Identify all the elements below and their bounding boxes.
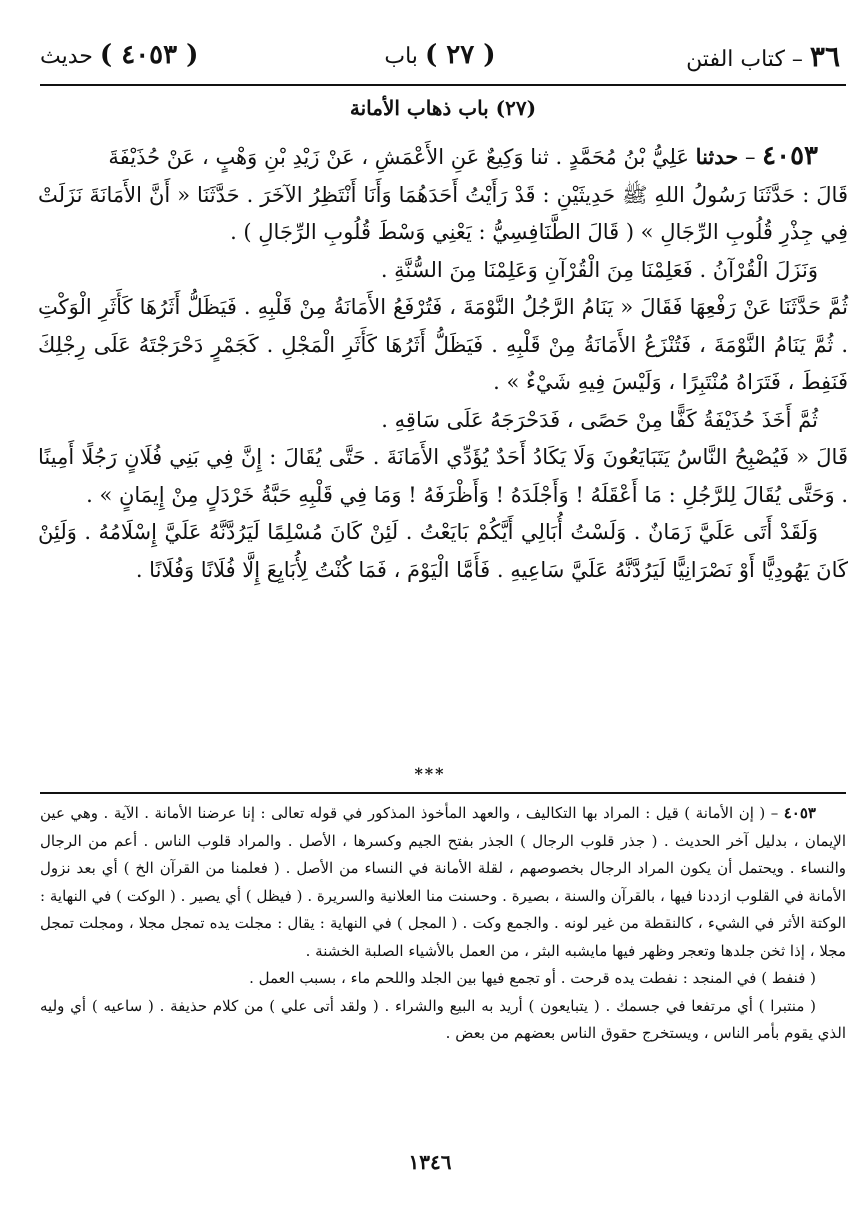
hadith-isnad-line	[38, 138, 848, 177]
header-rule	[40, 84, 846, 86]
hadith-number: ٤٠٥٣	[762, 141, 818, 171]
hadith-paragraph: ثُمَّ حَدَّثَنَا عَنْ رَفْعِهَا فَقَالَ « يَنَامُ الرَّجُلُ النَّوْمَةَ ، فَتُرْفَعُ الأَمَانَةُ مِنْ قَلْبِهِ . فَيَظَلُّ أَثَرُهَا كَأَثَرِ الْوَكْتِ . ثُمَّ يَنَامُ النَّوْمَةَ ، فَتُنْزَعُ الأَمَانَةُ مِنْ قَلْبِهِ . فَيَظَلُّ أَثَرُهَا كَأَثَرِ الْمَجْلِ . كَجَمْرٍ دَحْرَجْتَهُ عَلَى رِجْلِكَ فَنَفِطَ ، فَتَرَاهُ مُنْتَبِرًا ، وَلَيْسَ فِيهِ شَيْءٌ » .	[38, 295, 848, 394]
header-hadith	[40, 40, 198, 70]
header-chapter-word: باب	[384, 44, 418, 69]
footnote-paragraph: ( فنفط ) في المنجد : نفطت يده قرحت . أو تجمع فيها بين الجلد واللحم ماء ، بسبب العمل .	[249, 969, 816, 987]
header-hadith-word: حديث	[40, 44, 93, 69]
footnote-text: ( إن الأمانة ) قيل : المراد بها التكاليف ، والعهد المأخوذ المذكور في قوله تعالى : إنا عرضنا الأمانة . الآية . وهي عين الإيمان ، بدليل آخر الحديث . ( جذر قلوب الرجال ) الجذر بفتح الجيم وكسرها ، الأصل . والمراد قلوب الناس . أعم من الرجال والنساء . ويحتمل أن يكون المراد الرجال بخصوصهم ، لقلة الأمانة في النساء من الأصل . ( فعلمنا من القرآن الخ ) أي بعد نزول الأمانة في القلوب ازددنا فيها ، بالقرآن والسنة ، بصيرة . وحسنت منا العلانية والسريرة . ( فيظل ) أي يصير . ( الوكت ) في النهاية : الوكتة الأثر في الشيء ، كالنقطة من غير لونه . والجمع وكت . ( المجل ) في النهاية : يقال : مجلت يده تمجل مجلا ، ومجلت تمجل مجلا ، إذا ثخن جلدها وتعجر وظهر فيها مايشبه البثر ، من العمل بالأشياء الصلبة الخشنة .	[40, 804, 846, 960]
footnote-number: ٤٠٥٣	[783, 804, 816, 822]
hadith-opening: حدثنا	[695, 144, 739, 169]
footnote-paragraph: ( منتبرا ) أي مرتفعا في جسمك . ( يتبايعون ) أريد به البيع والشراء . ( ولقد أتى علي ) من كلام حذيفة . ( ساعيه ) أي وليه الذي يقوم بأمر الناس ، ويستخرج حقوق الناس بعضهم من بعض .	[40, 996, 846, 1042]
footnotes	[40, 800, 846, 1048]
header-book-title: كتاب الفتن	[686, 47, 785, 72]
chapter-title: (٢٧) باب ذهاب الأمانة	[349, 96, 537, 120]
hadith-dash: –	[744, 145, 756, 169]
footnote-paragraph	[40, 800, 846, 965]
hadith-paragraph: قَالَ « فَيُصْبِحُ النَّاسُ يَتَبَايَعُونَ وَلَا يَكَادُ أَحَدٌ يُؤَدِّي الأَمَانَةَ . حَتَّى يُقَالَ : إِنَّ فِي بَنِي فُلَانٍ رَجُلًا أَمِينًا . وَحَتَّى يُقَالَ لِلرَّجُلِ : مَا أَعْقَلَهُ ! وَأَجْلَدَهُ ! وَأَظْرَفَهُ ! وَمَا فِي قَلْبِهِ حَبَّةُ خَرْدَلٍ مِنْ إِيمَانٍ » .	[38, 445, 848, 507]
header-page-number: ٣٦	[809, 40, 840, 73]
hadith-paragraph: وَنَزَلَ الْقُرْآنُ . فَعَلِمْنَا مِنَ الْقُرْآنِ وَعَلِمْنَا مِنَ السُّنَّةِ .	[380, 257, 818, 282]
hadith-paragraph: قَالَ : حَدَّثَنَا رَسُولُ اللهِ ﷺ حَدِيثَيْنِ : قَدْ رَأَيْتُ أَحَدَهُمَا وَأَنَا أَنْتَظِرُ الآخَرَ . حَدَّثَنَا « أَنَّ الأَمَانَةَ نَزَلَتْ فِي جِذْرِ قُلُوبِ الرِّجَالِ » ( قَالَ الطَّنَافِسِيُّ : يَعْنِي وَسْطَ قُلُوبِ الرِّجَالِ ) .	[38, 182, 848, 244]
running-header	[40, 40, 840, 78]
footnote-rule	[40, 792, 846, 794]
hadith-paragraph: وَلَقَدْ أَتَى عَلَيَّ زَمَانٌ . وَلَسْتُ أُبَالِي أَيَّكُمْ بَايَعْتُ . لَئِنْ كَانَ مُسْلِمًا لَيَرُدَّنَّهُ عَلَيَّ إِسْلَامُهُ . وَلَئِنْ كَانَ يَهُودِيًّا أَوْ نَصْرَانِيًّا لَيَرُدَّنَّهُ عَلَيَّ سَاعِيهِ . فَأَمَّا الْيَوْمَ ، فَمَا كُنْتُ لِأُبَايِعَ إِلَّا فُلَانًا وَفُلَانًا .	[38, 520, 848, 582]
hadith-isnad: عَلِيُّ بْنُ مُحَمَّدٍ . ثنا وَكِيعٌ عَنِ الأَعْمَشِ ، عَنْ زَيْدِ بْنِ وَهْبٍ ، عَنْ حُذَيْفَةَ	[108, 145, 689, 169]
section-separator: ***	[414, 764, 446, 783]
header-hadith-number: ( ٤٠٥٣ )	[99, 40, 199, 70]
hadith-paragraph: ثُمَّ أَخَذَ حُذَيْفَةُ كَفًّا مِنْ حَصًى ، فَدَحْرَجَهُ عَلَى سَاقِهِ .	[381, 407, 818, 432]
header-chapter-number: ( ٢٧ )	[424, 40, 496, 70]
hadith-text	[38, 138, 848, 589]
footnote-dash: –	[770, 804, 779, 822]
header-dash: –	[791, 47, 803, 72]
page-number: ١٣٤٦	[408, 1150, 452, 1174]
